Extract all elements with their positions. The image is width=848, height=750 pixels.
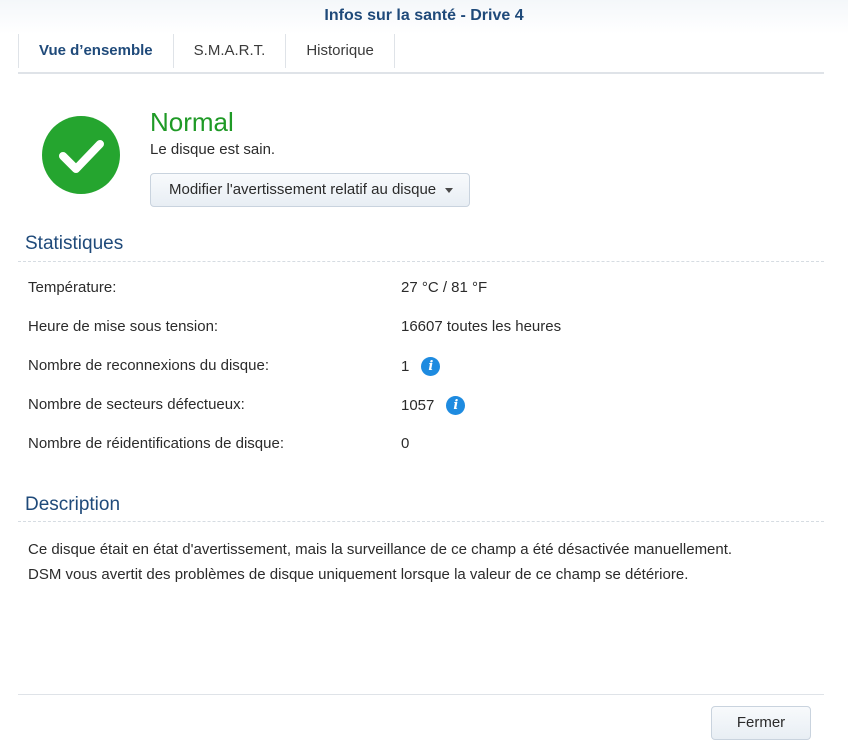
check-circle-icon: [42, 116, 120, 194]
close-button[interactable]: Fermer: [711, 706, 811, 740]
description-line: DSM vous avertit des problèmes de disque uniquement lorsque la valeur de ce champ se détériore.: [28, 566, 689, 583]
stat-label: Heure de mise sous tension:: [28, 318, 219, 335]
info-icon[interactable]: i: [446, 396, 465, 415]
stat-label: Nombre de secteurs défectueux:: [28, 396, 245, 413]
tab-bar: [18, 34, 395, 72]
window-title: Infos sur la santé - Drive 4: [324, 7, 524, 24]
modify-warning-button[interactable]: [150, 173, 470, 207]
stat-label: Nombre de reconnexions du disque:: [28, 357, 269, 374]
stat-value: 0: [401, 435, 410, 452]
statistics-heading: Statistiques: [25, 233, 124, 254]
stat-row-reconnections: [28, 357, 818, 377]
status-indicator: [42, 116, 120, 194]
status-subtitle: Le disque est sain.: [150, 141, 276, 158]
status-title: Normal: [150, 107, 234, 137]
statistics-divider: [18, 261, 824, 262]
stat-row-reidentifications: [28, 435, 818, 455]
description-line: Ce disque était en état d'avertissement, mais la surveillance de ce champ a été désactivée manuellement.: [28, 541, 733, 558]
description-text: [28, 537, 828, 587]
title-bar: [0, 0, 848, 34]
stat-label: Température:: [28, 279, 117, 296]
tab-history[interactable]: Historique: [286, 34, 395, 68]
tab-smart[interactable]: S.M.A.R.T.: [174, 34, 287, 68]
stat-row-power-on-hours: [28, 318, 818, 338]
tab-overview[interactable]: Vue d’ensemble: [18, 34, 174, 68]
description-divider: [18, 521, 824, 522]
modify-warning-label: Modifier l'avertissement relatif au disque: [169, 181, 437, 198]
stat-row-bad-sectors: [28, 396, 818, 416]
tab-divider: [18, 72, 824, 74]
caret-down-icon: [445, 188, 453, 193]
status-text: [150, 106, 275, 158]
stat-value: 1 i: [401, 357, 440, 376]
stat-value: 27 °C / 81 °F: [401, 279, 488, 296]
info-icon[interactable]: i: [421, 357, 440, 376]
footer-divider: [18, 694, 824, 695]
stat-row-temperature: [28, 279, 818, 299]
stat-value: 16607 toutes les heures: [401, 318, 562, 335]
stat-value: 1057 i: [401, 396, 465, 415]
stat-label: Nombre de réidentifications de disque:: [28, 435, 284, 452]
description-heading: Description: [25, 494, 121, 515]
